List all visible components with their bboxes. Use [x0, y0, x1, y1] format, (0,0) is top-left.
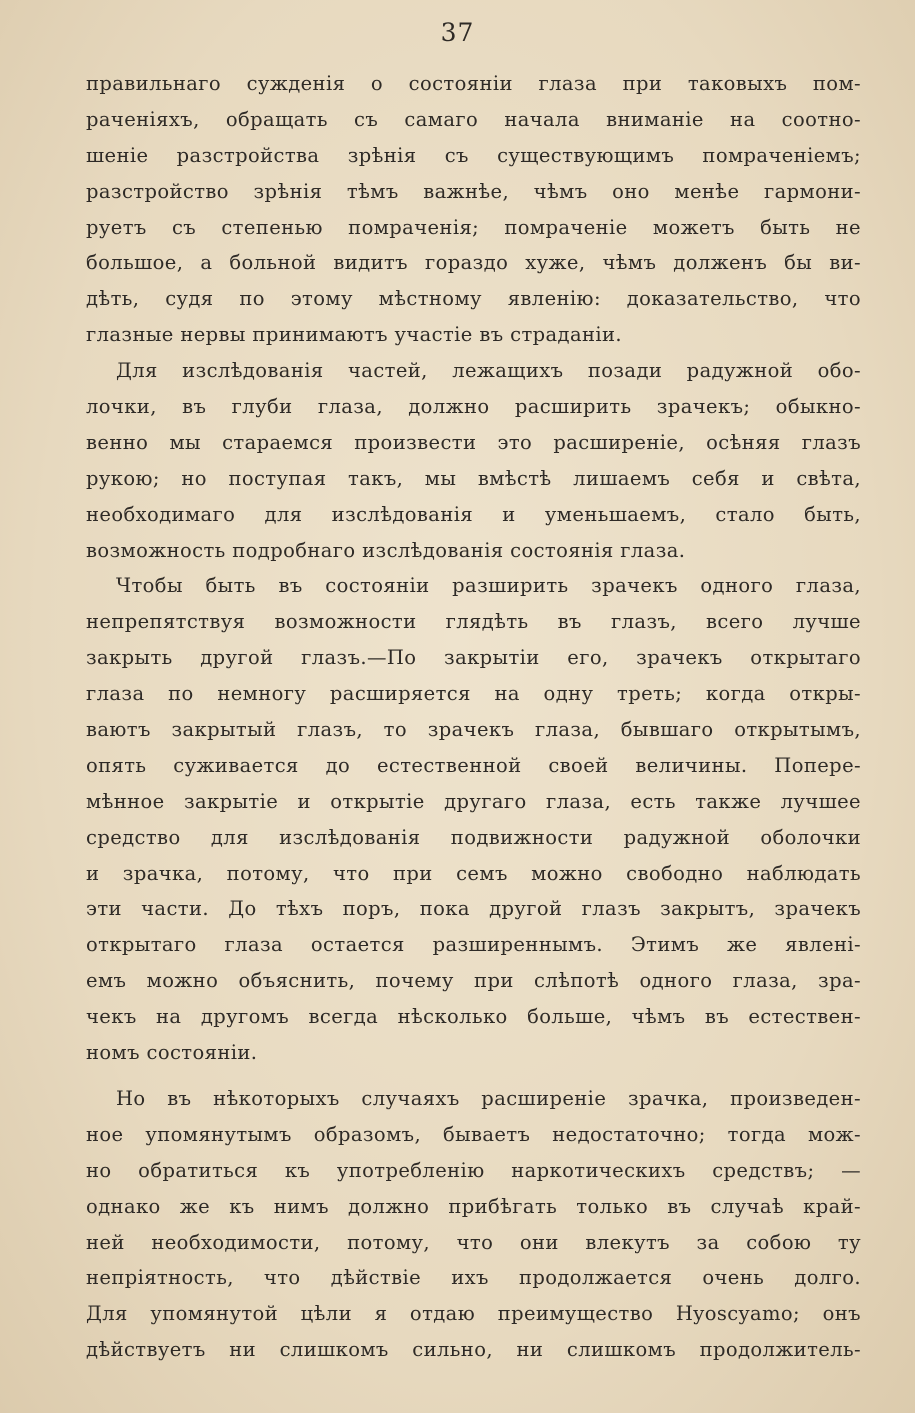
- text-line: ней необходимости, потому, что они влекутъ за собою ту: [86, 1230, 861, 1254]
- text-line: непрепятствуя возможности глядѣть въ глазъ, всего лучше: [86, 610, 861, 634]
- text-line: открытаго глаза остается разширеннымъ. Этимъ же явлені-: [86, 933, 861, 957]
- text-line: руетъ съ степенью помраченія; помраченіе можетъ быть не: [86, 215, 861, 239]
- text-line: мѣнное закрытіе и открытіе другаго глаза, есть также лучшее: [86, 789, 861, 813]
- paragraph: [86, 1081, 861, 1368]
- text-line: эти части. До тѣхъ поръ, пока другой глазъ закрытъ, зрачекъ: [86, 897, 861, 921]
- text-line: дѣйствуетъ ни слишкомъ сильно, ни слишкомъ продолжитель-: [86, 1338, 861, 1362]
- text-line: большое, а больной видитъ гораздо хуже, чѣмъ долженъ бы ви-: [86, 251, 861, 275]
- text-line: но обратиться къ употребленію наркотическихъ средствъ; —: [86, 1158, 861, 1182]
- text-line: лочки, въ глуби глаза, должно расширить зрачекъ; обыкно-: [86, 395, 861, 419]
- paragraph-spacer: [86, 1071, 861, 1081]
- text-line: опять суживается до естественной своей величины. Попере-: [86, 753, 861, 777]
- text-line: Чтобы быть въ состояніи разширить зрачекъ одного глаза,: [116, 574, 861, 598]
- text-line: разстройство зрѣнія тѣмъ важнѣе, чѣмъ оно менѣе гармони-: [86, 179, 861, 203]
- paragraph: [86, 66, 861, 353]
- page-number: 37: [440, 18, 475, 47]
- text-line: ное упомянутымъ образомъ, бываетъ недостаточно; тогда мож-: [86, 1122, 861, 1146]
- text-line: венно мы стараемся произвести это расширеніе, осѣняя глазъ: [86, 430, 861, 454]
- text-line: Для изслѣдованія частей, лежащихъ позади радужной обо-: [116, 359, 861, 383]
- text-line: раченіяхъ, обращать съ самаго начала вниманіе на соотно-: [86, 107, 861, 131]
- body-text: [86, 66, 861, 1368]
- text-line: однако же къ нимъ должно прибѣгать только въ случаѣ край-: [86, 1194, 861, 1218]
- text-line: необходимаго для изслѣдованія и уменьшаемъ, стало быть,: [86, 502, 861, 526]
- text-line: закрыть другой глазъ.—По закрытіи его, зрачекъ открытаго: [86, 646, 861, 670]
- text-line: емъ можно объяснить, почему при слѣпотѣ одного глаза, зра-: [86, 969, 861, 993]
- text-line: средство для изслѣдованія подвижности радужной оболочки: [86, 825, 861, 849]
- text-line: правильнаго сужденія о состояніи глаза при таковыхъ пом-: [86, 72, 861, 95]
- text-line: глазные нервы принимаютъ участіе въ страданіи.: [86, 323, 623, 347]
- text-line: дѣть, судя по этому мѣстному явленію: доказательство, что: [86, 287, 861, 311]
- text-line: номъ состояніи.: [86, 1041, 258, 1065]
- paragraph: [86, 353, 861, 568]
- text-line: шеніе разстройства зрѣнія съ существующимъ помраченіемъ;: [86, 143, 861, 167]
- paragraph: [86, 568, 861, 1070]
- text-line: Для упомянутой цѣли я отдаю преимущество Hyoscyamo; онъ: [86, 1302, 861, 1326]
- text-line: чекъ на другомъ всегда нѣсколько больше, чѣмъ въ естествен-: [86, 1005, 861, 1029]
- text-line: возможность подробнаго изслѣдованія состоянія глаза.: [86, 538, 686, 562]
- text-line: и зрачка, потому, что при семъ можно свободно наблюдать: [86, 861, 861, 885]
- text-line: глаза по немногу расширяется на одну треть; когда откры-: [86, 682, 861, 706]
- text-line: Но въ нѣкоторыхъ случаяхъ расширеніе зрачка, произведен-: [116, 1086, 861, 1110]
- text-line: рукою; но поступая такъ, мы вмѣстѣ лишаемъ себя и свѣта,: [86, 466, 861, 490]
- text-line: ваютъ закрытый глазъ, то зрачекъ глаза, бывшаго открытымъ,: [86, 718, 861, 742]
- text-line: непріятность, что дѣйствіе ихъ продолжается очень долго.: [86, 1266, 861, 1290]
